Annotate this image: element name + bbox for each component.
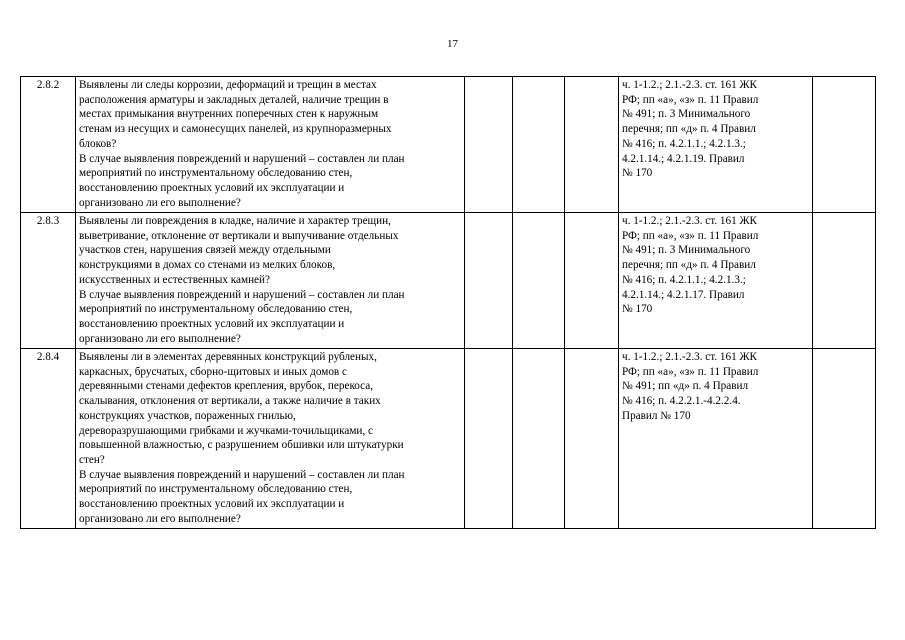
legal-reference: ч. 1-1.2.; 2.1.-2.3. ст. 161 ЖК РФ; пп «а», «з» п. 11 Правил № 491; п. 3 Минимального перечня; пп «д» п. 4 Правил № 416; п. 4.2.1.1.; 4.2.1.3.; 4.2.1.14.; 4.2.1.19. Правил № 170: [619, 77, 813, 213]
item-number: 2.8.2: [21, 77, 76, 213]
answer-cell-na: [565, 77, 619, 213]
answer-cell-no: [513, 213, 565, 349]
table-row: [21, 77, 876, 213]
table-row: [21, 213, 876, 349]
item-number: 2.8.3: [21, 213, 76, 349]
question-text: Выявлены ли в элементах деревянных конструкций рубленых, каркасных, брусчатых, сборно-щитовых и иных домов с деревянными стенами дефектов крепления, врубок, перекоса, скалывания, отклонения от вертикали, а также наличие в таких конструкциях участков, пораженных гнилью, дереворазрушающими грибками и жучками-точильщиками, с повышенной влажностью, с разрушением обшивки или штукатурки стен? В случае выявления повреждений и нарушений – составлен ли план мероприятий по инструментальному обследованию стен, восстановлению проектных условий их эксплуатации и организовано ли его выполнение?: [76, 349, 465, 529]
question-text: Выявлены ли повреждения в кладке, наличие и характер трещин, выветривание, отклонение от вертикали и выпучивание отдельных участков стен, нарушения связей между отдельными конструкциями в домах со стенами из мелких блоков, искусственных и естественных камней? В случае выявления повреждений и нарушений – составлен ли план мероприятий по инструментальному обследованию стен, восстановлению проектных условий их эксплуатации и организовано ли его выполнение?: [76, 213, 465, 349]
answer-cell-yes: [465, 213, 513, 349]
legal-reference: ч. 1-1.2.; 2.1.-2.3. ст. 161 ЖК РФ; пп «а», «з» п. 11 Правил № 491; пп «д» п. 4 Правил № 416; п. 4.2.2.1.-4.2.2.4. Правил № 170: [619, 349, 813, 529]
item-number: 2.8.4: [21, 349, 76, 529]
answer-cell-na: [565, 213, 619, 349]
notes-cell: [813, 349, 876, 529]
notes-cell: [813, 213, 876, 349]
legal-reference: ч. 1-1.2.; 2.1.-2.3. ст. 161 ЖК РФ; пп «а», «з» п. 11 Правил № 491; п. 3 Минимального перечня; пп «д» п. 4 Правил № 416; п. 4.2.1.1.; 4.2.1.3.; 4.2.1.14.; 4.2.1.17. Правил № 170: [619, 213, 813, 349]
page-number: 17: [447, 38, 458, 50]
table-row: [21, 349, 876, 529]
answer-cell-no: [513, 77, 565, 213]
answer-cell-yes: [465, 349, 513, 529]
checklist-table: [20, 76, 876, 529]
question-text: Выявлены ли следы коррозии, деформаций и трещин в местах расположения арматуры и закладных деталей, наличие трещин в местах примыкания внутренних поперечных стен к наружным стенам из несущих и самонесущих панелей, из крупноразмерных блоков? В случае выявления повреждений и нарушений – составлен ли план мероприятий по инструментальному обследованию стен, восстановлению проектных условий их эксплуатации и организовано ли его выполнение?: [76, 77, 465, 213]
answer-cell-yes: [465, 77, 513, 213]
answer-cell-no: [513, 349, 565, 529]
answer-cell-na: [565, 349, 619, 529]
notes-cell: [813, 77, 876, 213]
